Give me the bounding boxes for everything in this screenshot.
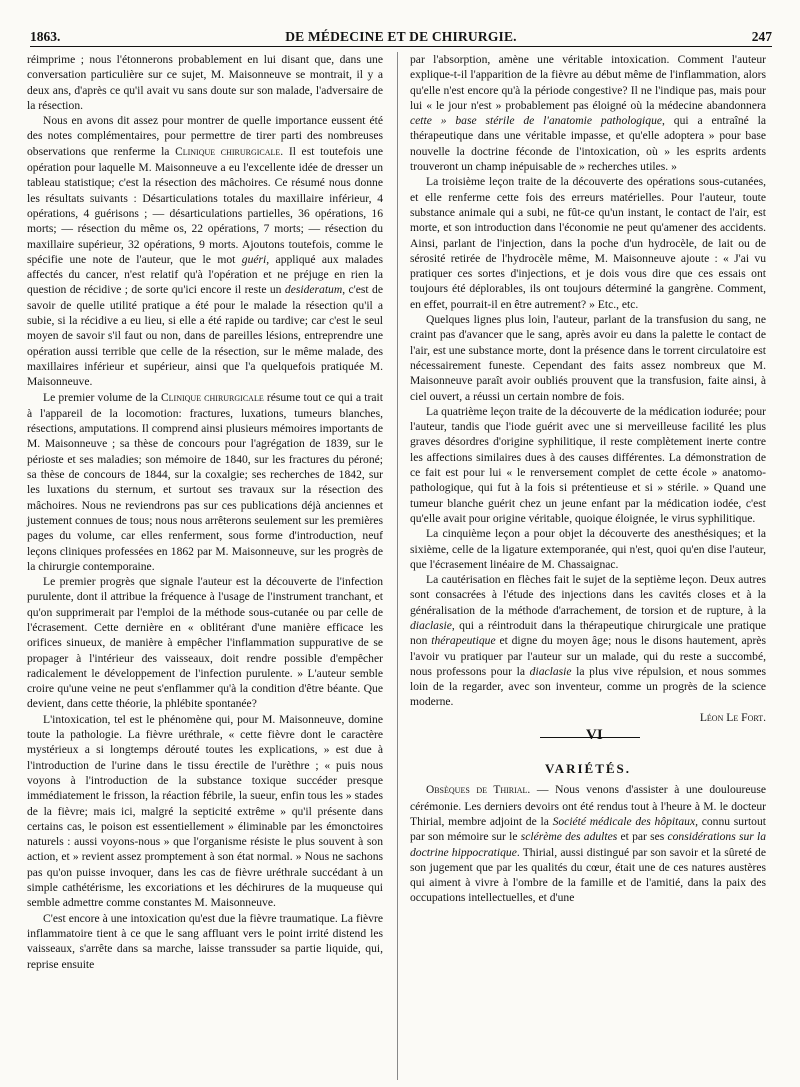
paragraph: par l'absorption, amène une véritable intoxication. Comment l'auteur explique-t-il l'apparition de la fièvre au début même de l'inflammation, alors qu'elle n'est encore qu'à la période congestive? Il ne l'indique pas, mais pour lui « le jour n'est » probablement pas éloigné où la médecine abandonnera cette » base stérile de l'anatomie pathologique, qui a entraîné la thérapeutique dans une véritable impasse, et qu'elle adoptera » pour base nouvelle la doctrine féconde de l'intoxication, où » les esprits ardents trouveront un champ inépuisable de » recherches utiles. » (410, 53, 766, 174)
paragraph: Quelques lignes plus loin, l'auteur, parlant de la transfusion du sang, ne craint pas d'avancer que le sang, après avoir eu dans la palette le contact de l'air, est une substance morte, dont la présence dans le torrent circulatoire est nécessairement funeste. Cependant des faits assez nombreux que M. Maisonneuve paraît avoir oubliés prouvent que la transfusion, faite ainsi, à ciel ouvert, a réussi un certain nombre de fois. (410, 313, 766, 403)
column-divider (397, 52, 398, 1080)
paragraph: La troisième leçon traite de la découverte des opérations sous-cutanées, et elle renferme cette fois des erreurs matérielles. Pour l'auteur, toute substance animale qui a subi, ne fût-ce qu'un instant, le contact de l'air, est morte, et son introduction dans l'économie ne peut qu'amener des accidents. Ainsi, parlant de l'injection, dans la poche d'un hydrocèle, de lait ou de sérosité retirée de l'hydrocèle même, M. Maisonneuve ajoute : « J'ai vu pratiquer ces sortes d'injections, et je dois vous dire que ces essais ont toujours été déplorables, ils ont toujours déterminé la gangrène. Comment, en effet, pourrait-il en être autrement? » Etc., etc. (410, 175, 766, 311)
paragraph: Obsèques de Thirial. — Nous venons d'assister à une douloureuse cérémonie. Les derniers devoirs ont été rendus tout à l'heure à M. le docteur Thirial, membre adjoint de la Société médicale des hôpitaux, connu surtout par son mémoire sur le sclérème des adultes et par ses considérations sur la doctrine hippocratique. Thirial, aussi distingué par son savoir et la sûreté de son jugement que par les qualités du cœur, était une de ces natures austères qui aiment à vivre à l'ombre de la famille et de l'amitié, dans la paix des occupations intellectuelles, et d'une (410, 783, 767, 905)
section-title: VARIÉTÉS. (544, 761, 632, 777)
running-header (30, 25, 772, 47)
paragraph: L'intoxication, tel est le phénomène qui, pour M. Maisonneuve, domine toute la pathologie. La fièvre uréthrale, « cette fièvre dont le caractère mystérieux a si longtemps dérouté toutes les explications, » est due à l'introduction de l'urine dans le tissu érectile de l'urèthre ; « puis nous voyons à l'introduction de la substance toxique succéder presque immédiatement le frisson, la réaction fébrile, la sueur, enfin tous les » stades de la fièvre; mais ici, malgré la septicité extrême » qu'il présente dans certains cas, le poison est essentiellement » éliminable par les émonctoires naturels : aussi voyons-nous » que l'organisme résiste le plus souvent à son action, et » revient assez promptement à son état normal. » Nous ne sachons pas qu'on puisse invoquer, dans les cas de fièvre uréthrale succédant à un simple cathétérisme, les excoriations et les déchirures de la muqueuse qui semble admettre comme constantes M. Maisonneuve. (27, 712, 383, 910)
paragraph: La cautérisation en flèches fait le sujet de la septième leçon. Deux autres sont consacrées à l'étude des injections dans les cavités closes et à la généralisation de la méthode d'arrachement, de torsion et de rupture, à la diaclasie, qui a réintroduit dans la thérapeutique chirurgicale une pratique non thérapeutique et digne du moyen âge; nous le disons hautement, après l'avoir vu pratiquer par l'auteur sur un malade, qui du reste a succombé, nous professons pour la diaclasie la plus vive répulsion, et nous sommes loin de la regarder, avec son inventeur, comme un progrès de la science moderne. (410, 573, 766, 709)
right-column (410, 52, 766, 906)
paragraph: La quatrième leçon traite de la découverte de la médication iodurée; pour l'auteur, tandis que l'iode guérit avec une si merveilleuse facilité les plus graves désordres d'origine syphilitique, il reste complètement inerte contre les affections similaires dues à des causes différentes. La démonstration de ce fait est pour lui « le renversement complet de cette école » anatomo-pathologique, qui fut à la fois si prétentieuse et si » stérile. » Quand une tumeur blanche guérit chez un jeune enfant par la médication iodée, c'est qu'elle avait pour origine véritable, quoique éloignée, le virus syphilitique. (410, 404, 766, 525)
author-signature: Léon Le Fort. (699, 710, 766, 724)
left-column (27, 52, 383, 972)
paragraph: réimprime ; nous l'étonnerons probablement en lui disant que, dans une conversation particulière sur ce sujet, M. Maisonneuve se montrait, il y a deux ans, d'après ce qu'il avait vu sans doute sur son malade, l'adversaire de la résection. (27, 53, 383, 112)
section-separator (410, 727, 766, 757)
paragraph: La cinquième leçon a pour objet la découverte des anesthésiques; et la sixième, celle de la ligature extemporanée, qui n'est, quoi qu'en dise l'auteur, que l'écrasement linéaire de M. Chassaignac. (410, 527, 766, 571)
paragraph: Le premier volume de la Clinique chirurgicale résume tout ce qui a trait à l'appareil de la locomotion: fractures, luxations, tumeurs blanches, résections, amputations. Il comprend ainsi plusieurs mémoires importants de M. Maisonneuve ; sa thèse de concours pour l'agrégation de 1839, sur le périoste et ses maladies; son mémoire de 1840, sur les fractures du péroné; sa thèse de concours de 1844, sur la coxalgie; ses recherches de 1842, sur les luxations du sternum, et surtout ses travaux sur la résection des mâchoires. Nous ne reviendrons pas sur ces publications déjà anciennes et justement connues de tous; nous nous arrêterons seulement sur les premières pages du volume, car elles renferment, sous forme d'introduction, neuf leçons cliniques professées en 1862 par M. Maisonneuve, sur les progrès de la chirurgie contemporaine. (27, 390, 383, 573)
paragraph: Le premier progrès que signale l'auteur est la découverte de l'infection purulente, dont il attribue la fréquence à l'usage de l'instrument tranchant, et qu'on supprimerait par l'emploi de la méthode sous-cutanée ou par celle de l'écrasement. Cette dernière en « oblitérant d'une manière efficace les orifices sinueux, de manière à empêcher l'inflammation suppurative de se propager à l'intérieur des vaisseaux, doit rendre possible d'empêcher radicalement le développement de l'infection purulente. » L'auteur semble croire qu'une veine ne peut s'enflammer qu'à la condition d'être béante. Que devient, dans cette théorie, la phlébite spontanée? (27, 575, 383, 711)
header-title: DE MÉDECINE ET DE CHIRURGIE. (285, 29, 517, 44)
page-number: 247 (751, 29, 772, 44)
section-number: VI (586, 727, 603, 744)
paragraph: Nous en avons dit assez pour montrer de quelle importance eussent été des notes complémentaires, pour permettre de tirer parti des nombreuses observations que renferme la Clinique chirurgicale. Il est toutefois une opération pour laquelle M. Maisonneuve a eu l'excellente idée de dresser un tableau statistique; c'est la résection des mâchoires. Ce résumé nous donne les résultats suivants : Désarticulations totales du maxillaire inférieur, 4 opérations, 4 guérisons ; — désarticulations partielles, 36 opérations, 16 morts; — résection du même os, 22 opérations, 7 morts; — résection du maxillaire supérieur, 32 opérations, 9 morts. Ajoutons toutefois, comme le spécifie une note de l'auteur, que le mot guéri, appliqué aux malades affectés du cancer, n'est relatif qu'à l'opération et ne préjuge en rien la question de récidive ; de sorte qu'ici encore il reste un desideratum, c'est de savoir de quelle utilité pratique a été pour le malade la résection qu'il a subie, si la récidive a eu lieu, si elle a été rapide ou tardive; car c'est le seul moyen de savoir s'il faut ou non, dans de pareilles lésions, entreprendre une opération aussi terrible que celle de la résection, sur le même malade, des maxillaires inférieur et supérieur, ainsi que l'a quelquefois pratiquée M. Maisonneuve. (27, 114, 384, 389)
header-year: 1863. (30, 29, 61, 44)
header-rule (30, 46, 772, 47)
paragraph: C'est encore à une intoxication qu'est due la fièvre traumatique. La fièvre inflammatoire tient à ce que le sang affluant vers le point irrité distend les vaisseaux, s'arrête dans sa marche, laisse transsuder sa partie liquide, qui, reprise ensuite (27, 911, 383, 971)
